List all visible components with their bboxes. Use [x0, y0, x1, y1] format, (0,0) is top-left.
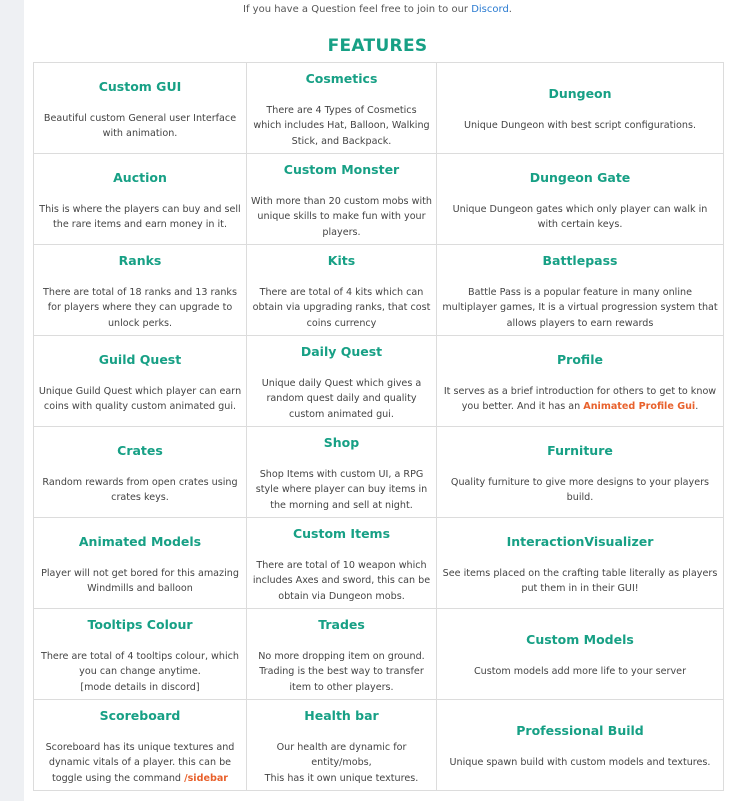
feature-title: Dungeon [548, 86, 612, 102]
feature-cell [247, 518, 437, 609]
feature-cell [34, 427, 247, 518]
feature-title: Professional Build [516, 723, 644, 739]
feature-cell [34, 154, 247, 245]
feature-description-extra: [mode details in discord] [80, 681, 200, 693]
feature-description-text: Random rewards from open crates using crates keys. [42, 476, 238, 503]
feature-cell [437, 700, 724, 791]
feature-description-text: There are 4 Types of Cosmetics which includes Hat, Balloon, Walking Stick, and Backpack. [253, 104, 430, 147]
feature-description-end: . [695, 401, 699, 412]
feature-description-text: Custom models add more life to your server [473, 666, 687, 678]
feature-description [441, 202, 719, 233]
feature-description-text: Unique Dungeon gates which only player can walk in with certain keys. [452, 203, 708, 230]
feature-cell [34, 336, 247, 427]
feature-title: Animated Models [78, 533, 202, 549]
feature-description-text: There are total of 4 tooltips colour, which you can change anytime. [40, 650, 239, 678]
feature-title: Profile [557, 351, 603, 367]
feature-description-text: There are total of 10 weapon which includes Axes and sword, this can be obtain via Dungeon mobs. [252, 559, 431, 602]
feature-description [441, 755, 719, 771]
discord-link[interactable]: Discord [471, 4, 509, 15]
feature-title: Shop [323, 435, 360, 450]
feature-description-text: Unique Guild Quest which player can earn coins with quality custom animated gui. [38, 385, 242, 412]
feature-description-text: Player will not get bored for this amazing Windmills and balloon [41, 567, 239, 594]
feature-title: Dungeon Gate [529, 169, 631, 185]
feature-description-text: It serves as a brief introduction for others to get to know you better. And it has an [443, 385, 717, 412]
feature-description-text: Quality furniture to give more designs to your players build. [450, 476, 710, 503]
feature-title: Auction [113, 169, 167, 185]
feature-cell [437, 245, 724, 336]
feature-description-text: There are total of 4 kits which can obtain via upgrading ranks, that cost coins currency [252, 286, 431, 329]
feature-title: Custom GUI [98, 78, 182, 94]
feature-description [251, 467, 432, 514]
feature-cell [247, 336, 437, 427]
feature-cell [34, 518, 247, 609]
feature-description-text: Our health are dynamic for entity/mobs, [276, 741, 407, 768]
intro-suffix: . [508, 4, 512, 15]
feature-description [251, 285, 432, 332]
feature-description [38, 384, 242, 415]
feature-title: Custom Models [526, 632, 634, 648]
feature-description [38, 111, 242, 142]
feature-row [34, 336, 724, 427]
feature-description-text: There are total of 18 ranks and 13 ranks for players where they can upgrade to unlock perks. [43, 286, 237, 329]
feature-description-text: Shop Items with custom UI, a RPG style where player can buy items in the morning and sell at night. [255, 468, 428, 511]
feature-title: Tooltips Colour [87, 616, 193, 632]
feature-cell [34, 245, 247, 336]
feature-row [34, 63, 724, 154]
feature-description [441, 384, 719, 415]
feature-description [38, 566, 242, 597]
feature-cell [34, 700, 247, 791]
feature-description [251, 376, 432, 423]
feature-cell [437, 154, 724, 245]
feature-description [38, 475, 242, 506]
feature-description [38, 740, 242, 787]
feature-cell [247, 154, 437, 245]
feature-description [251, 194, 432, 241]
feature-cell [247, 700, 437, 791]
feature-row [34, 518, 724, 609]
feature-title: Crates [117, 442, 163, 458]
feature-title: Custom Monster [283, 162, 400, 177]
feature-row [34, 245, 724, 336]
feature-description-text: With more than 20 custom mobs with unique skills to make fun with your players. [251, 195, 432, 238]
feature-row [34, 700, 724, 791]
feature-description-text: Battle Pass is a popular feature in many online multiplayer games, It is a virtual progression system that allows players to earn rewards [442, 286, 718, 329]
feature-description-text: See items placed on the crafting table literally as players put them in in their GUI! [442, 567, 718, 594]
feature-title: Cosmetics [305, 71, 378, 86]
feature-title: Kits [327, 253, 356, 268]
feature-description [251, 740, 432, 787]
page-side-gutter [0, 0, 24, 801]
feature-cell [34, 609, 247, 700]
feature-description-text: Scoreboard has its unique textures and dynamic vitals of a player. this can be toggle using the command [45, 741, 235, 784]
feature-cell [247, 609, 437, 700]
feature-row [34, 154, 724, 245]
feature-title: Guild Quest [98, 351, 182, 367]
feature-title: Custom Items [292, 526, 391, 541]
feature-cell [247, 245, 437, 336]
feature-title: Ranks [118, 252, 162, 268]
feature-description [38, 202, 242, 233]
feature-description [251, 649, 432, 696]
feature-highlight: Animated Profile Gui [583, 401, 696, 412]
feature-description-text: Unique daily Quest which gives a random quest daily and quality custom animated gui. [261, 377, 422, 420]
feature-title: Health bar [304, 708, 379, 723]
feature-description [251, 558, 432, 605]
feature-description [441, 118, 719, 134]
feature-description-text: Beautiful custom General user Interface with animation. [43, 112, 237, 139]
feature-title: InteractionVisualizer [506, 533, 654, 549]
feature-description [441, 285, 719, 332]
features-table [33, 62, 724, 791]
features-heading: FEATURES [327, 36, 428, 56]
feature-description [441, 664, 719, 680]
intro-prefix: If you have a Question feel free to join to our [243, 4, 472, 15]
feature-cell [437, 609, 724, 700]
feature-title: Daily Quest [300, 344, 383, 359]
feature-description [441, 475, 719, 506]
feature-description-text: No more dropping item on ground. Trading is the best way to transfer item to other players. [258, 650, 425, 693]
feature-cell [247, 427, 437, 518]
feature-row [34, 609, 724, 700]
feature-description [38, 649, 242, 696]
feature-cell [437, 427, 724, 518]
feature-description [38, 285, 242, 332]
feature-cell [437, 518, 724, 609]
feature-description-text: Unique spawn build with custom models and textures. [449, 757, 711, 769]
feature-title: Scoreboard [99, 707, 181, 723]
feature-cell [437, 336, 724, 427]
feature-row [34, 427, 724, 518]
feature-title: Furniture [547, 442, 613, 458]
feature-description [441, 566, 719, 597]
intro-text [24, 3, 731, 17]
feature-cell [247, 63, 437, 154]
feature-description-text: This is where the players can buy and sell the rare items and earn money in it. [39, 203, 241, 230]
feature-cell [34, 63, 247, 154]
feature-title: Battlepass [542, 252, 618, 268]
feature-description-extra: This has it own unique textures. [264, 772, 419, 784]
feature-description-text: Unique Dungeon with best script configurations. [463, 120, 697, 132]
feature-title: Trades [318, 617, 365, 632]
feature-description [251, 103, 432, 150]
feature-cell [437, 63, 724, 154]
feature-highlight: /sidebar [184, 772, 229, 784]
